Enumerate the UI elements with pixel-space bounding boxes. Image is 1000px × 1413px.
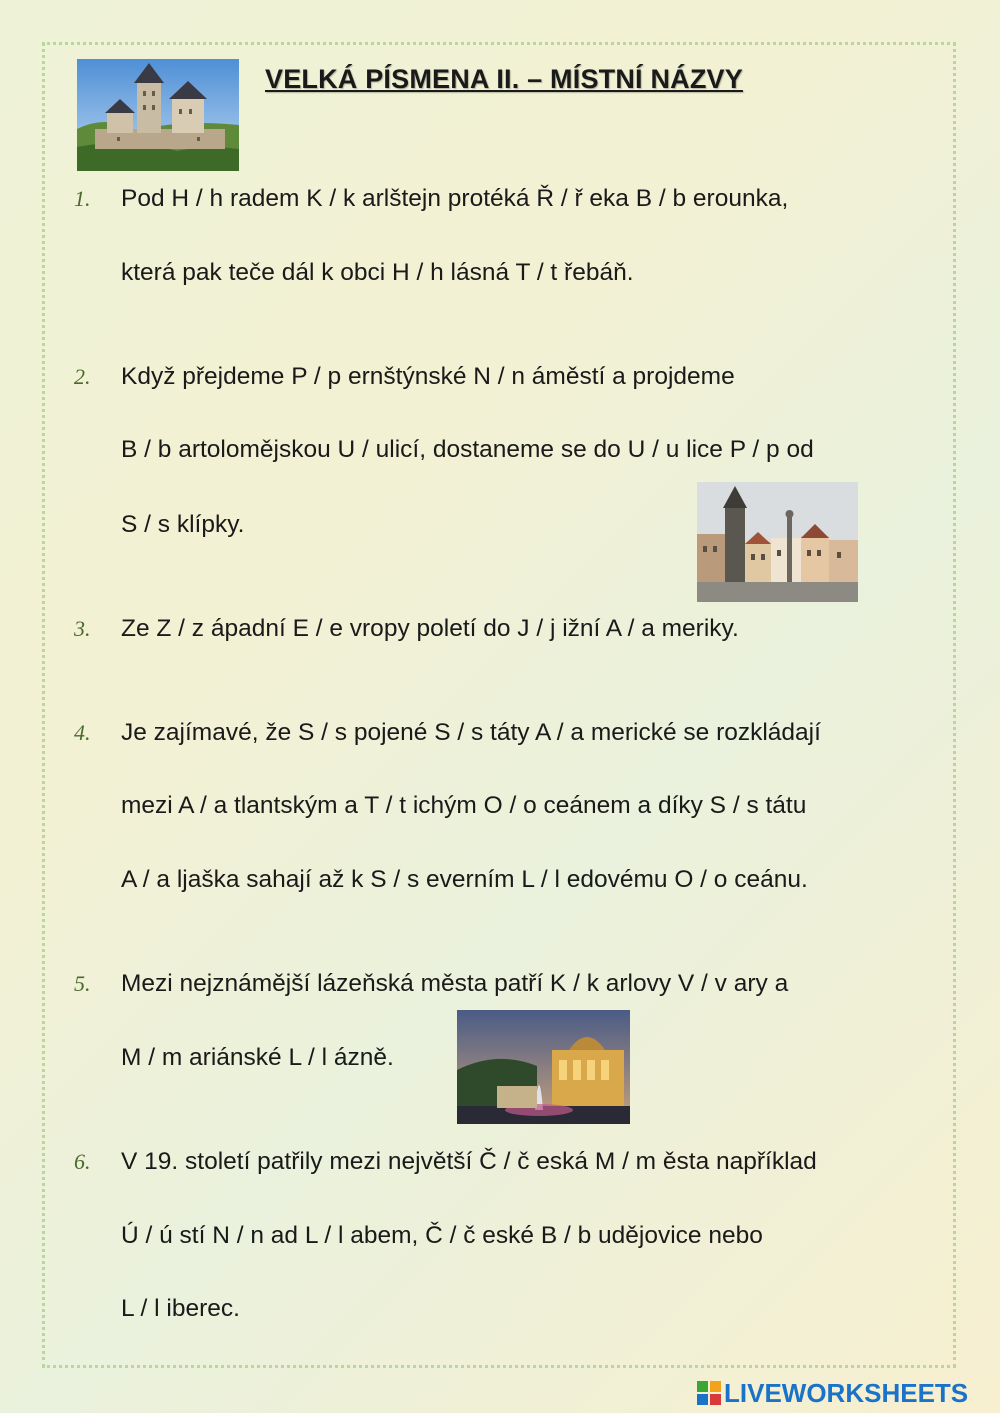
exercise-1-line-1: Pod H / h radem K / k arlštejn protéká Ř / ř eka B / b erounka, [121, 185, 789, 212]
exercise-6-line-2: Ú / ú stí N / n ad L / l abem, Č / č eské B / b udějovice nebo [121, 1222, 763, 1249]
brand-name: LIVEWORKSHEETS [724, 1377, 969, 1408]
exercise-number: 3. [74, 616, 91, 641]
spa-colonnade-photo [457, 1010, 630, 1124]
town-square-photo [697, 482, 858, 602]
exercise-2-line-2: B / b artolomějskou U / ulicí, dostaneme se do U / u lice P / p od [121, 436, 814, 463]
exercise-2-line-3: S / s klípky. [121, 511, 245, 538]
exercise-number: 6. [74, 1149, 91, 1174]
exercise-2-line-1: Když přejdeme P / p ernštýnské N / n áměstí a projdeme [121, 363, 735, 390]
exercise-number: 4. [74, 720, 91, 745]
exercise-number: 5. [74, 971, 91, 996]
castle-photo [77, 59, 239, 171]
exercise-1-line-2: která pak teče dál k obci H / h lásná T / t řebáň. [121, 259, 634, 286]
exercise-number: 1. [74, 186, 91, 211]
exercise-4-line-1: Je zajímavé, že S / s pojené S / s táty A / a merické se rozkládají [121, 719, 821, 746]
liveworksheets-logo[interactable] [697, 1378, 968, 1408]
exercise-5-line-2: M / m ariánské L / l ázně. [121, 1044, 394, 1071]
exercise-4-line-2: mezi A / a tlantským a T / t ichým O / o ceánem a díky S / s tátu [121, 792, 807, 819]
page-title: VELKÁ PÍSMENA II. – MÍSTNÍ NÁZVY [265, 64, 743, 94]
logo-mark-icon [697, 1381, 721, 1405]
exercise-5-line-1: Mezi nejznámější lázeňská města patří K / k arlovy V / v ary a [121, 970, 789, 997]
exercise-3-line-1: Ze Z / z ápadní E / e vropy poletí do J / j ižní A / a meriky. [121, 615, 739, 642]
exercise-6-line-3: L / l iberec. [121, 1295, 240, 1322]
exercise-6-line-1: V 19. století patřily mezi největší Č / č eská M / m ěsta například [121, 1148, 817, 1175]
exercise-4-line-3: A / a ljaška sahají až k S / s everním L / l edovému O / o ceánu. [121, 866, 808, 893]
exercise-number: 2. [74, 364, 91, 389]
